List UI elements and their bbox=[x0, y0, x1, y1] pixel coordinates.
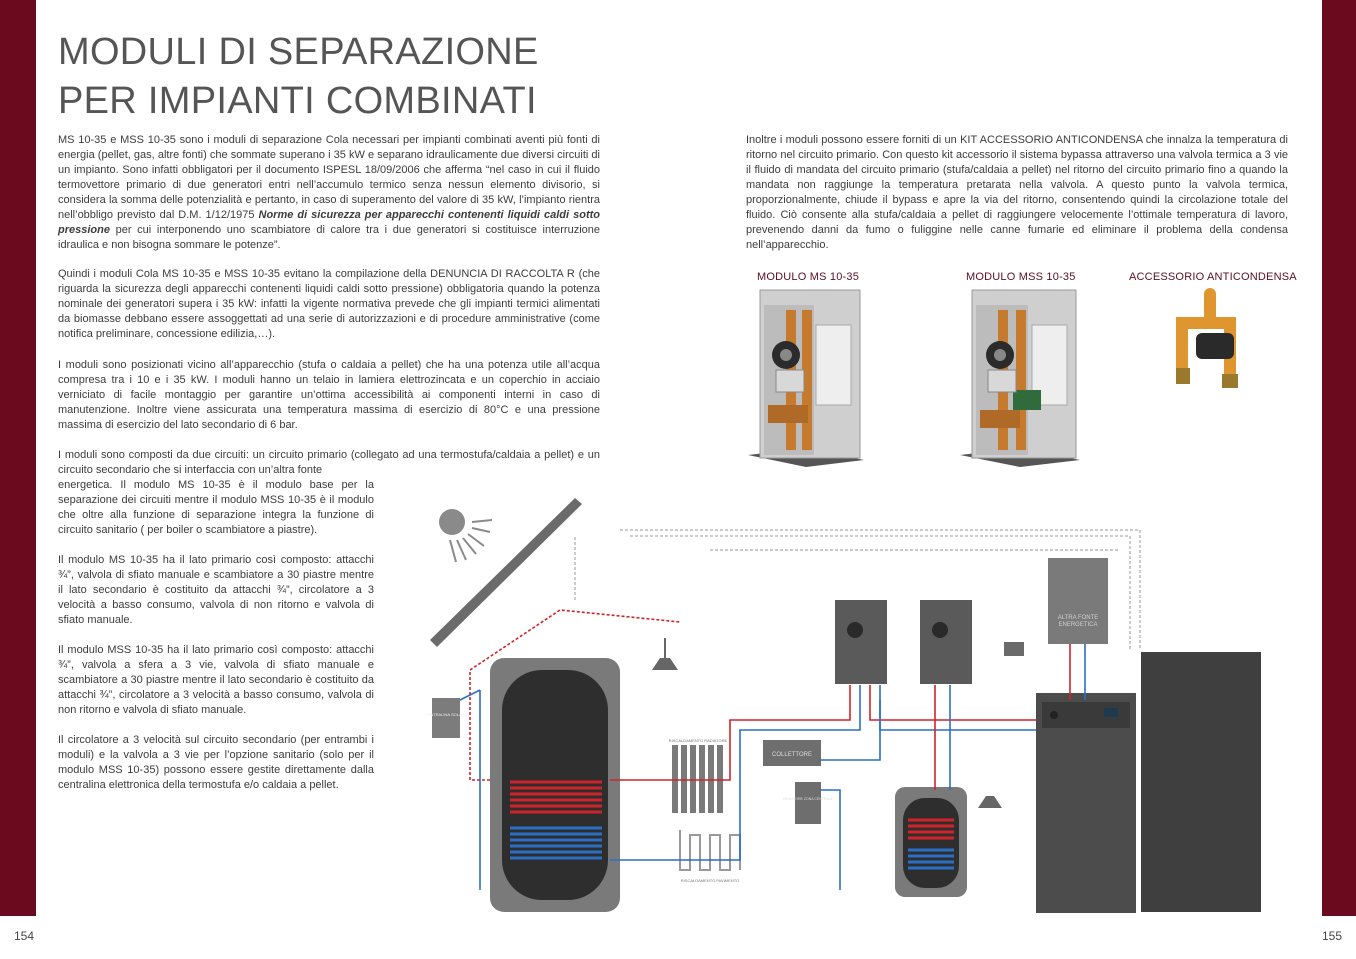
deviator-label: DEVIATORE ZONA CENTRALE bbox=[782, 797, 834, 801]
pellet-hopper bbox=[1141, 652, 1261, 912]
ms-module-image bbox=[746, 285, 866, 470]
sun-icon bbox=[439, 509, 465, 535]
position-paragraph: I moduli sono posizionati vicino all’apparecchio (stufa o caldaia a pellet) che ha una potenza utile all’acqua compresa tra i 10 e i 35 kW. I moduli hanno un telaio in lamiera elettrozincata e un coperchio in acciaio verniciato di facile montaggio per garantire un’ottima accessibilità ai componenti interni in caso di manutenzione. Inoltre viene assicurata una temperatura massima di esercizio di 80°C e una pressione massima di esercizio del lato secondario di 6 bar. bbox=[58, 359, 600, 431]
page-title bbox=[58, 28, 539, 126]
page-number-left: 154 bbox=[14, 929, 35, 943]
other-source-line-2: ENERGETICA bbox=[1058, 622, 1098, 628]
collector-label: COLLETTORE bbox=[772, 752, 812, 758]
diagram-module-mss bbox=[920, 600, 972, 684]
label-accessory: ACCESSORIO ANTICONDENSA bbox=[1129, 271, 1297, 283]
solar-controller-label: CENTRALINA SOLARE bbox=[424, 712, 468, 717]
label-ms: MODULO MS 10-35 bbox=[757, 271, 860, 283]
other-energy-source bbox=[1048, 558, 1108, 644]
circuits-paragraph-narrow: energetica. Il modulo MS 10-35 è il modulo base per la separazione dei circuiti mentre il modulo MSS 10-35 è il modulo che oltre alla funzione di separazione integra la funzione di circuito sanitario ( per boiler o scambiatore a piastre). bbox=[58, 479, 374, 536]
installation-diagram bbox=[380, 490, 1321, 916]
anticondensa-image bbox=[1170, 288, 1255, 393]
intro-emphasis: Norme di sicurezza per apparecchi contenenti liquidi caldi sotto pressione bbox=[58, 209, 600, 236]
deviator-box bbox=[795, 782, 821, 824]
shower-icon bbox=[652, 658, 678, 670]
floor-label: RISCALDAMENTO PAVIMENTO bbox=[680, 878, 740, 883]
floor-heating bbox=[680, 830, 740, 870]
intro-paragraph bbox=[58, 133, 600, 253]
mss-module-image bbox=[958, 285, 1083, 470]
intro-text-b: per cui interponendo uno scambiatore di calore tra i due generatori si costituisce interruzione idraulica e non bisogna sommare le potenze”. bbox=[58, 224, 600, 251]
radiator bbox=[672, 745, 723, 813]
intro-text-a: MS 10-35 e MSS 10-35 sono i moduli di separazione Cola necessari per impianti combinati aventi più fonti di energia (pellet, gas, altre fonti) che sommate superano i 35 kW e separano idraulicamente due diversi circuiti di un impianto. Sono infatti obbligatori per il documento ISPESL 18/09/2006 che afferma “nel caso in cui il fluido termovettore primario di due generatori entri nell’accumulo termico senza nessun elemento divisorio, si considera la somma delle potenzialità e pertanto, in caso di superamento del valore di 35 kW, l’impianto rientra nell’obbligo previsto dal D.M. 1/12/1975 bbox=[58, 134, 600, 221]
other-source-line-1: ALTRA FONTE bbox=[1057, 615, 1099, 621]
circuits-paragraph-full: I moduli sono composti da due circuiti: un circuito primario (collegato ad una termostufa/caldaia a pellet) e un circuito secondario che si interfaccia con un’altra fonte bbox=[58, 449, 600, 476]
solar-controller bbox=[432, 698, 460, 738]
circulator-paragraph: Il circolatore a 3 velocità sul circuito secondario (per entrambi i moduli) e la valvola a 3 vie per l’opzione sanitario (solo per il modulo MSS 10-35) possono essere gestite direttamente dalla centralina elettronica della termostufa e/o caldaia a pellet. bbox=[58, 734, 374, 791]
denuncia-paragraph: Quindi i moduli Cola MS 10-35 e MSS 10-35 evitano la compilazione della DENUNCIA DI RACCOLTA R (che riguarda la sicurezza degli apparecchi contenenti liquidi caldi sotto pressione) obbligatoria quando la potenza nominale dei generatori supera i 35 kW: infatti la vigente normativa prevede che gli impianti termici alimentati da biomasse debbano essere assoggettati ad una serie di autorizzazioni e di procedure amministrative (come notifica preliminare, concessione edilizia,…). bbox=[58, 268, 600, 340]
left-page-band bbox=[0, 0, 36, 916]
title-line-2: PER IMPIANTI COMBINATI bbox=[58, 80, 537, 122]
shower-icon-2 bbox=[978, 796, 1002, 808]
mss-paragraph: Il modulo MSS 10-35 ha il lato primario così composto: attacchi ¾”, valvola a sfera a 3 vie, valvola di sfiato manuale e scambiatore a 30 piastre mentre il lato secondario è costituito da attacchi ¾”, circolatore a 3 velocità a basso consumo, valvola di non ritorno e valvola di sfiato manuale. bbox=[58, 644, 374, 716]
anticondensa-paragraph: Inoltre i moduli possono essere forniti di un KIT ACCESSORIO ANTICONDENSA che innalza la temperatura di ritorno nel circuito primario. Con questo kit accessorio il sistema bypassa attraverso una valvola termica a 3 vie il fluido di mandata del circuito primario (stufa/caldaia a pellet) nel ritorno del circuito primario fino a quando la mandata non raggiunge la temperatura pretarata nella valvola. A questo punto la valvola termica, proporzionalmente, chiude il bypass e apre la via del ritorno, consentendo quindi la circolazione totale del fluido. Ciò consente alla stufa/caldaia a pellet di raggiungere velocemente l’ottimale temperatura di lavoro, prevenendo danni da fumo o fuliggine nelle canne fumarie ed eliminare il problema della condensa nell’apparecchio. bbox=[746, 134, 1288, 251]
title-line-1: MODULI DI SEPARAZIONE bbox=[58, 31, 539, 73]
ms-paragraph: Il modulo MS 10-35 ha il lato primario così composto: attacchi ¾”, valvola di sfiato manuale e scambiatore a 30 piastre mentre il lato secondario è costituito da attacchi ¾”, circolatore a 3 velocità a basso consumo, valvola di non ritorno e valvola di sfiato manuale. bbox=[58, 554, 374, 626]
diagram-module-ms bbox=[835, 600, 887, 684]
page-number-right: 155 bbox=[1322, 929, 1343, 943]
radiator-label: RISCALDAMENTO RADIATORE bbox=[668, 738, 728, 743]
label-mss: MODULO MSS 10-35 bbox=[966, 271, 1076, 283]
thermostat bbox=[1004, 642, 1024, 656]
right-page-band bbox=[1322, 0, 1356, 916]
